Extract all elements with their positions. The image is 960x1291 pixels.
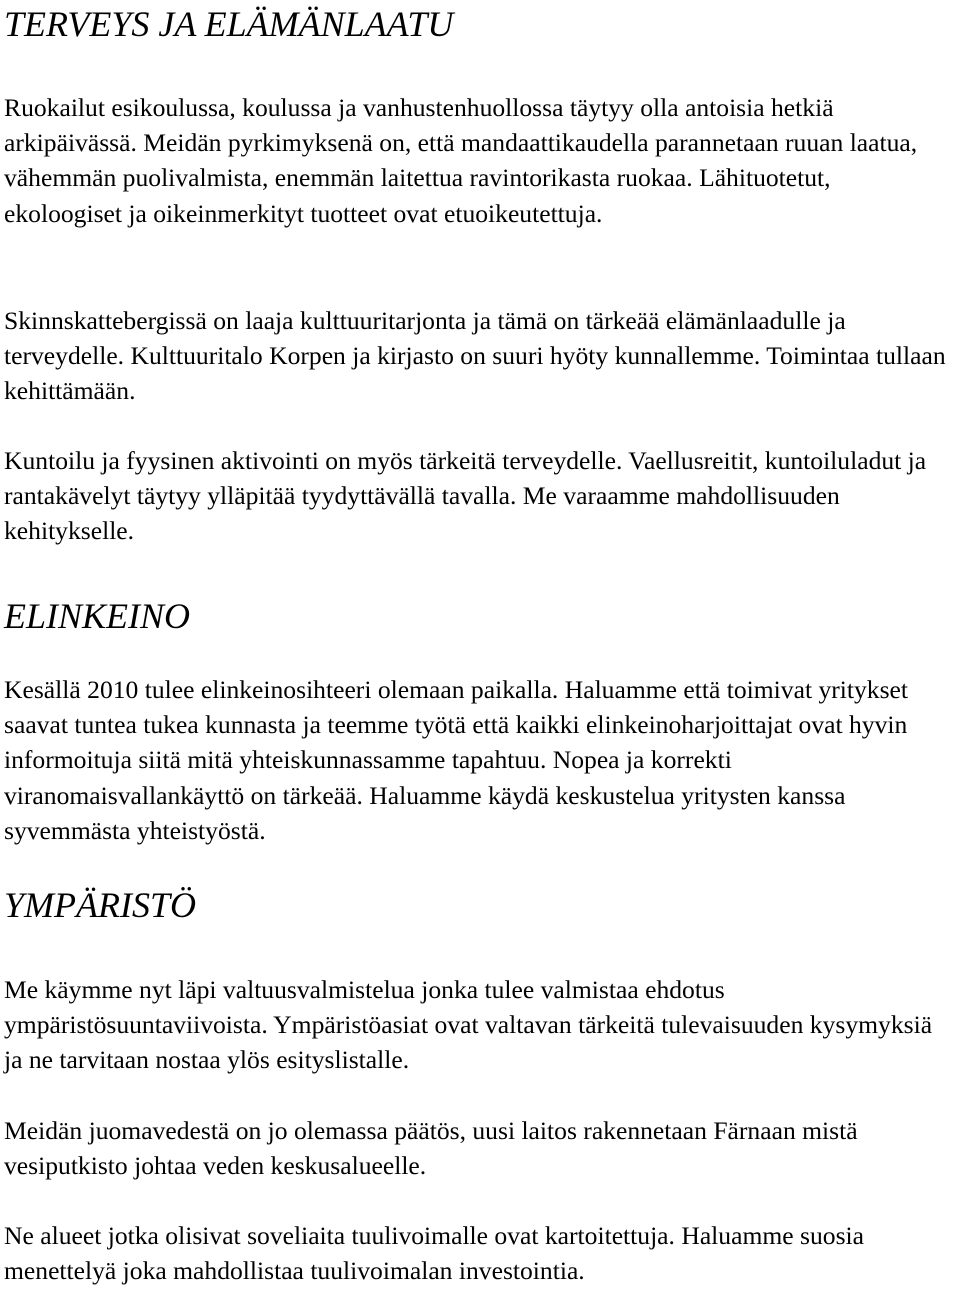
- section-heading-elinkeino: ELINKEINO: [4, 596, 191, 636]
- paragraph-kuntoilu: Kuntoilu ja fyysinen aktivointi on myös tärkeitä terveydelle. Vaellusreitit, kuntoiluladut ja rantakävelyt täytyy ylläpitää tyydyttävällä tavalla. Me varaamme mahdollisuuden kehitykselle.: [4, 446, 927, 546]
- paragraph-ruokailut: Ruokailut esikoulussa, koulussa ja vanhustenhuollossa täytyy olla antoisia hetkiä arkipäivässä. Meidän pyrkimyksenä on, että mandaattikaudella parannetaan ruuan laatua, vähemmän puolivalmista, enemmän laitettua ravintorikasta ruokaa. Lähituotetut, ekoloogiset ja oikeinmerkityt tuotteet ovat etuoikeutettuja.: [4, 93, 918, 228]
- section-heading-terveys: TERVEYS JA ELÄMÄNLAATU: [4, 4, 454, 44]
- paragraph-juomavesi: Meidän juomavedestä on jo olemassa päätös, uusi laitos rakennetaan Färnaan mistä vesiputkisto johtaa veden keskusalueelle.: [4, 1116, 858, 1181]
- paragraph-tuulivoima: Ne alueet jotka olisivat soveliaita tuulivoimalle ovat kartoitettuja. Haluamme suosia menettelyä joka mahdollistaa tuulivoimalan investointia.: [4, 1221, 865, 1286]
- paragraph-ymparistosuuntaviivat: Me käymme nyt läpi valtuusvalmistelua jonka tulee valmistaa ehdotus ympäristösuuntaviivoista. Ympäristöasiat ovat valtavan tärkeitä tulevaisuuden kysymyksiä ja ne tarvitaan nostaa ylös esityslistalle.: [4, 975, 933, 1075]
- paragraph-elinkeinosihteeri: Kesällä 2010 tulee elinkeinosihteeri olemaan paikalla. Haluamme että toimivat yritykset saavat tuntea tukea kunnasta ja teemme työtä että kaikki elinkeinoharjoittajat ovat hyvin informoituja siitä mitä yhteiskunnassamme tapahtuu. Nopea ja korrekti viranomaisvallankäyttö on tärkeää. Haluamme käydä keskustelua yritysten kanssa syvemmästa yhteistyöstä.: [4, 675, 909, 845]
- paragraph-kulttuuri: Skinnskattebergissä on laaja kulttuuritarjonta ja tämä on tärkeää elämänlaadulle ja terveydelle. Kulttuuritalo Korpen ja kirjasto on suuri hyöty kunnallemme. Toimintaa tullaan kehittämään.: [4, 306, 946, 406]
- section-heading-ymparisto: YMPÄRISTÖ: [4, 885, 196, 925]
